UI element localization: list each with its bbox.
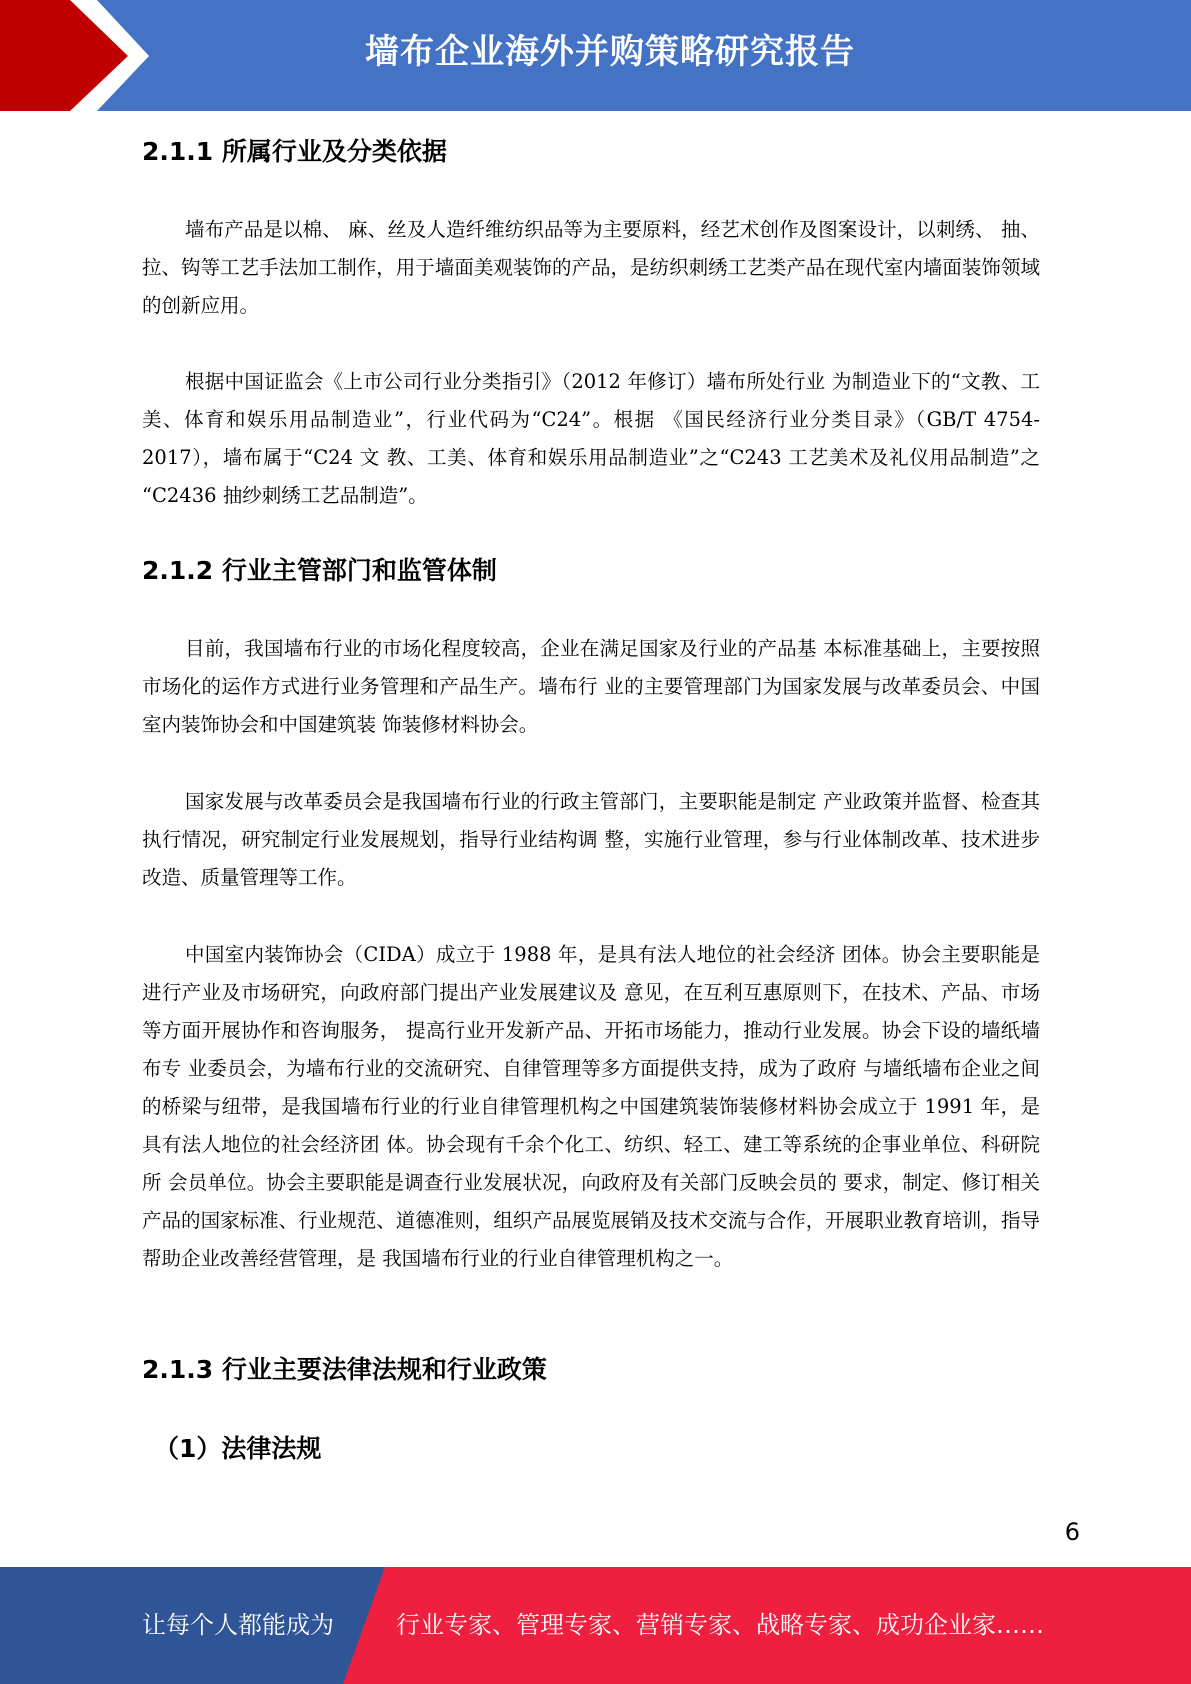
- section-heading-2-1-1: 2.1.1 所属行业及分类依据: [142, 137, 447, 166]
- section-heading-2-1-3: 2.1.3 行业主要法律法规和行业政策: [142, 1355, 547, 1384]
- paragraph: 目前，我国墙布行业的市场化程度较高，企业在满足国家及行业的产品基 本标准基础上，主要按照市场化的运作方式进行业务管理和产品生产。墙布行 业的主要管理部门为国家发展与改革委员会、中国室内装饰协会和中国建筑装 饰装修材料协会。: [142, 637, 1040, 736]
- footer-slogan-left: 让每个人都能成为: [142, 1611, 334, 1639]
- paragraph: 墙布产品是以棉、 麻、丝及人造纤维纺织品等为主要原料，经艺术创作及图案设计，以刺绣、 抽、拉、钩等工艺手法加工制作，用于墙面美观装饰的产品，是纺织刺绣工艺类产品在现代室内墙面装饰领域的创新应用。: [142, 218, 1040, 317]
- page-number: 6: [1064, 1518, 1080, 1546]
- section-heading-2-1-2: 2.1.2 行业主管部门和监管体制: [142, 556, 497, 585]
- page-footer: [0, 1567, 1191, 1684]
- footer-slogan-right: 行业专家、管理专家、营销专家、战略专家、成功企业家……: [396, 1611, 1044, 1639]
- report-title: 墙布企业海外并购策略研究报告: [365, 32, 855, 72]
- paragraph: 中国室内装饰协会（CIDA）成立于 1988 年，是具有法人地位的社会经济 团体。协会主要职能是进行产业及市场研究，向政府部门提出产业发展建议及 意见，在互利互惠原则下，在技术、产品、市场等方面开展协作和咨询服务， 提高行业开发新产品、开拓市场能力，推动行业发展。协会下设的墙纸墙布专 业委员会，为墙布行业的交流研究、自律管理等多方面提供支持，成为了政府 与墙纸墙布企业之间的桥梁与纽带，是我国墙布行业的行业自律管理机构之中国建筑装饰装修材料协会成立于 1991 年，是具有法人地位的社会经济团 体。协会现有千余个化工、纺织、轻工、建工等系统的企事业单位、科研院所 会员单位。协会主要职能是调查行业发展状况，向政府及有关部门反映会员的 要求，制定、修订相关产品的国家标准、行业规范、道德准则，组织产品展览展销及技术交流与合作，开展职业教育培训，指导帮助企业改善经营管理，是 我国墙布行业的行业自律管理机构之一。: [142, 943, 1040, 1270]
- paragraph: 根据中国证监会《上市公司行业分类指引》（2012 年修订）墙布所处行业 为制造业下的“文教、工美、体育和娱乐用品制造业”，行业代码为“C24”。根据 《国民经济行业分类目录》（GB/T 4754-2017），墙布属于“C24 文 教、工美、体育和娱乐用品制造业”之“C243 工艺美术及礼仪用品制造”之 “C2436 抽纱刺绣工艺品制造”。: [142, 370, 1040, 507]
- page-header: [0, 0, 1191, 111]
- subheading-laws: （1）法律法规: [154, 1434, 322, 1463]
- paragraph: 国家发展与改革委员会是我国墙布行业的行政主管部门，主要职能是制定 产业政策并监督、检查其执行情况，研究制定行业发展规划，指导行业结构调 整，实施行业管理，参与行业体制改革、技术进步改造、质量管理等工作。: [142, 790, 1040, 889]
